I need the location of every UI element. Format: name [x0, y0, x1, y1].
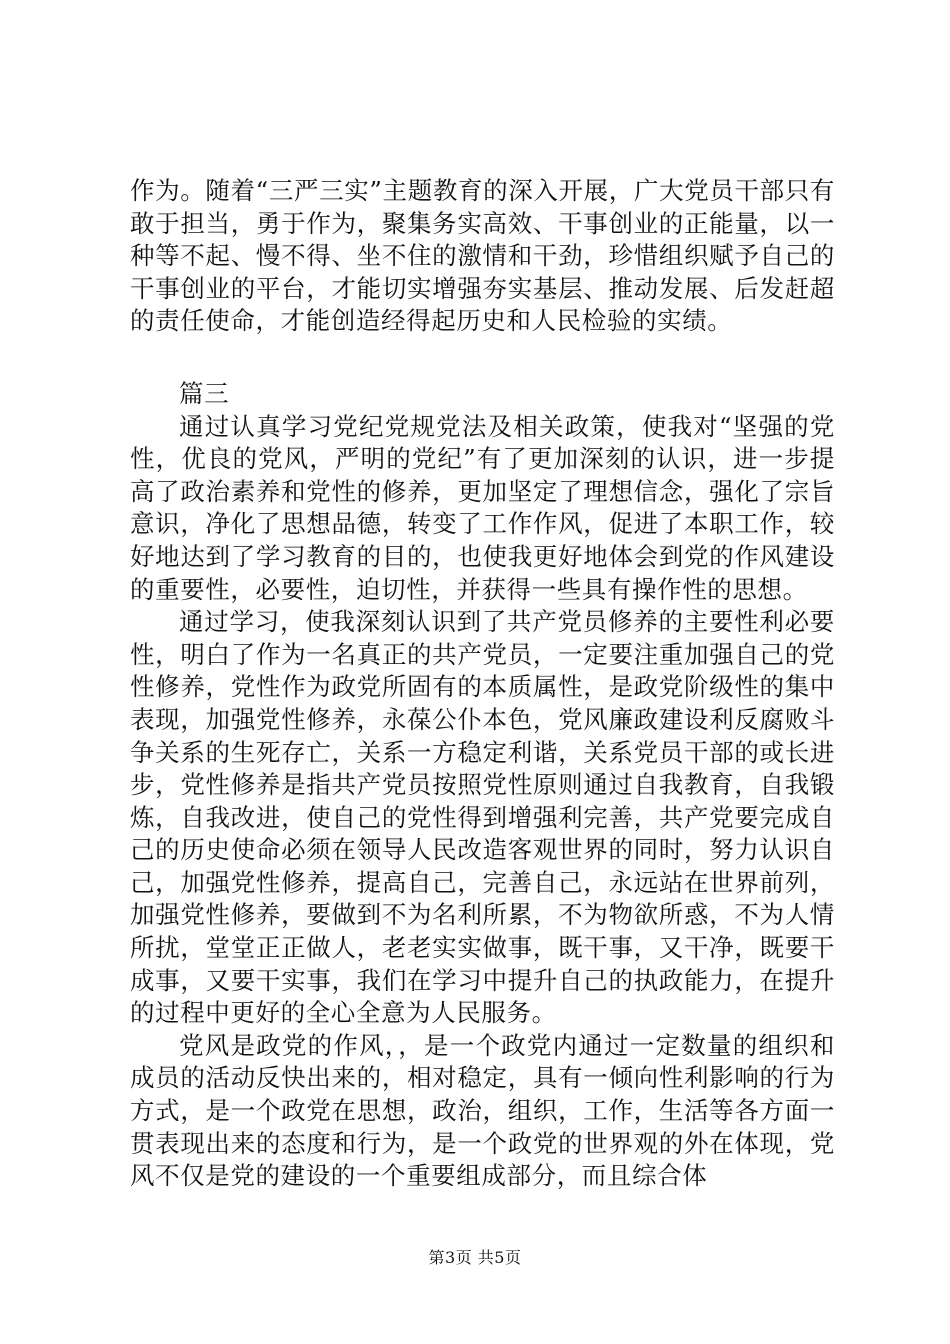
page-footer: 第3页 共5页	[428, 1248, 522, 1267]
body-paragraph-1: 通过认真学习党纪党规党法及相关政策，使我对“坚强的党性，优良的党风，严明的党纪”有了更加深刻的认识，进一步提高了政治素养和党性的修养，更加坚定了理想信念，强化了宗旨意识，净化了思想品德，转变了工作作风，促进了本职工作，较好地达到了学习教育的目的，也使我更好地体会到党的作风建设的重要性，必要性，迫切性，并获得一些具有操作性的思想。	[130, 411, 835, 604]
section-heading: 篇三	[179, 378, 230, 408]
document-body	[130, 175, 835, 1193]
paragraph-gap	[130, 338, 835, 358]
continued-paragraph: 作为。随着“三严三实”主题教育的深入开展，广大党员干部只有敢于担当，勇于作为，聚集务实高效、干事创业的正能量，以一种等不起、慢不得、坐不住的激情和干劲，珍惜组织赋予自己的干事创业的平台，才能切实增强夯实基层、推动发展、后发赶超的责任使命，才能创造经得起历史和人民检验的实绩。	[130, 176, 835, 336]
body-paragraph-2: 通过学习，使我深刻认识到了共产党员修养的主要性利必要性，明白了作为一名真正的共产党员，一定要注重加强自己的党性修养，党性作为政党所固有的本质属性，是政党阶级性的集中表现，加强党性修养，永葆公仆本色，党风廉政建设利反腐败斗争关系的生死存亡，关系一方稳定利谐，关系党员干部的或长进步，党性修养是指共产党员按照党性原则通过自我教育，自我锻炼，自我改进，使自己的党性得到增强利完善，共产党要完成自己的历史使命必须在领导人民改造客观世界的同时，努力认识自己，加强党性修养，提高自己，完善自己，永远站在世界前列，加强党性修养，要做到不为名利所累，不为物欲所惑，不为人情所扰，堂堂正正做人，老老实实做事，既干事，又干净，既要干成事，又要干实事，我们在学习中提升自己的执政能力，在提升的过程中更好的全心全意为人民服务。	[130, 607, 835, 1028]
body-paragraph-3: 党风是政党的作风，，是一个政党内通过一定数量的组织和成员的活动反快出来的，相对稳定，具有一倾向性利影响的行为方式，是一个政党在思想，政治，组织，工作，生活等各方面一贯表现出来的态度和行为，是一个政党的世界观的外在体现，党风不仅是党的建设的一个重要组成部分，而且综合体	[130, 1030, 835, 1191]
